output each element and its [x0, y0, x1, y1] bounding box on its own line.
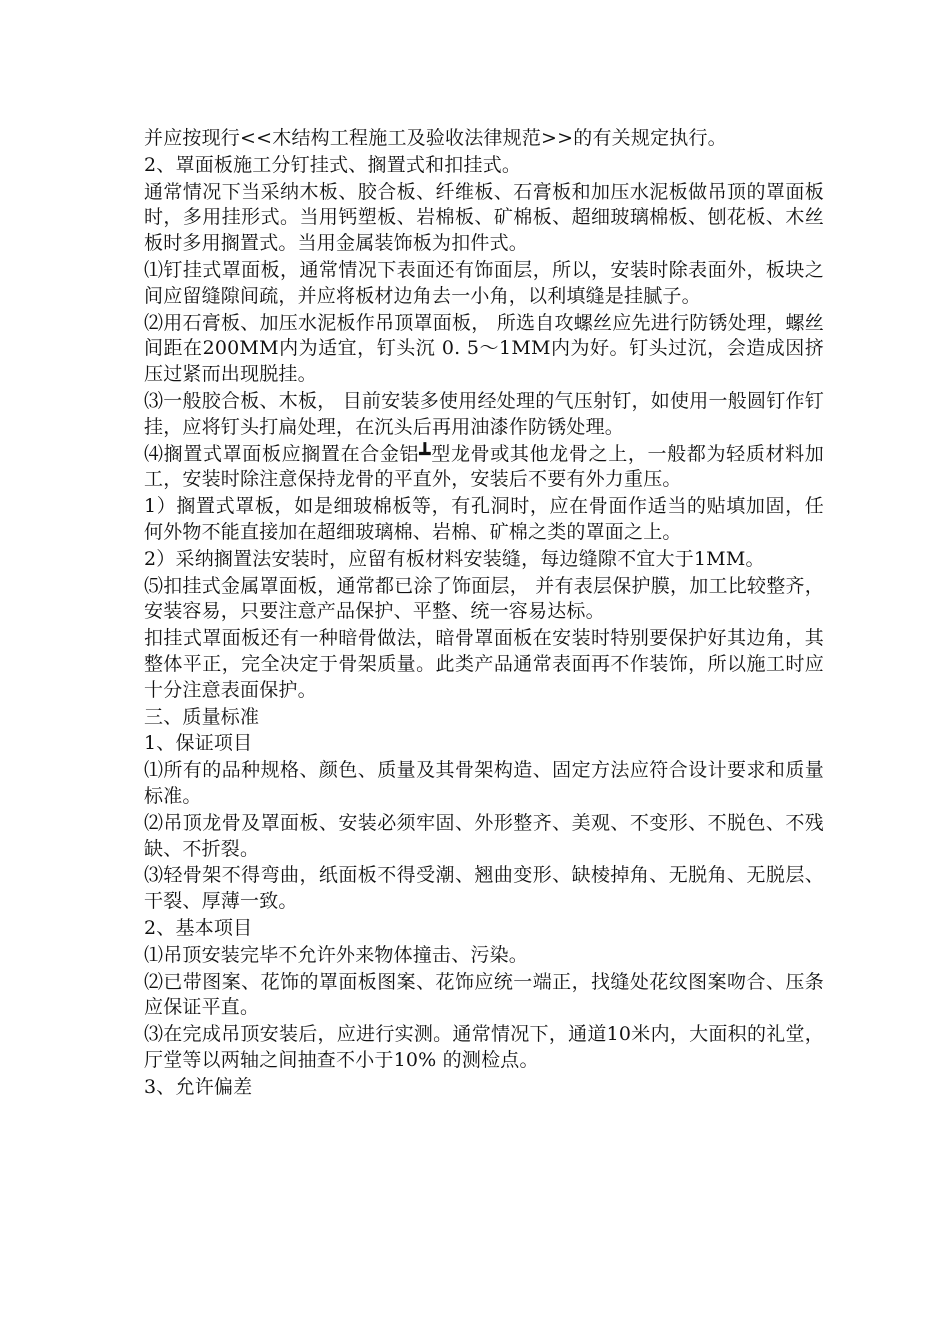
- paragraph-5: ⑵用石膏板、加压水泥板作吊顶罩面板， 所选自攻螺丝应先进行防锈处理，螺丝间距在200MM内为适宜，钉头沉 0. 5～1MM内为好。钉头过沉，会造成因挤压过紧而出现脱挂。: [144, 311, 824, 386]
- subheading-guarantee-items: 1、保证项目: [144, 732, 253, 755]
- paragraph-19: ⑵已带图案、花饰的罩面板图案、花饰应统一端正，找缝处花纹图案吻合、压条应保证平直。: [144, 970, 824, 1019]
- paragraph-6: ⑶一般胶合板、木板， 目前安装多使用经处理的气压射钉，如使用一般圆钉作钉挂，应将钉头打扁处理，在沉头后再用油漆作防锈处理。: [144, 389, 824, 438]
- paragraph-16: ⑶轻骨架不得弯曲，纸面板不得受潮、翘曲变形、缺棱掉角、无脱角、无脱层、干裂、厚薄一致。: [144, 864, 824, 913]
- subheading-basic-items: 2、基本项目: [144, 916, 253, 939]
- paragraph-11: 扣挂式罩面板还有一种暗骨做法，暗骨罩面板在安装时特别要保护好其边角，其整体平正，完全决定于骨架质量。此类产品通常表面再不作装饰，所以施工时应十分注意表面保护。: [144, 627, 824, 701]
- paragraph-1: 并应按现行<<木结构工程施工及验收法律规范>>的有关规定执行。: [144, 127, 727, 149]
- paragraph-7: ⑷搁置式罩面板应搁置在合金铝┻型龙骨或其他龙骨之上，一般都为轻质材料加工，安装时除注意保持龙骨的平直外，安装后不要有外力重压。: [144, 442, 824, 491]
- paragraph-20: ⑶在完成吊顶安装后，应进行实测。通常情况下，通道10米内，大面积的礼堂，厅堂等以两轴之间抽查不小于10% 的测检点。: [144, 1023, 824, 1071]
- subheading-allowed-deviation: 3、允许偏差: [144, 1075, 253, 1098]
- paragraph-15: ⑵吊顶龙骨及罩面板、安装必须牢固、外形整齐、美观、不变形、不脱色、不残缺、不折裂。: [144, 811, 824, 860]
- paragraph-4: ⑴钉挂式罩面板，通常情况下表面还有饰面层，所以，安装时除表面外，板块之间应留缝隙间疏，并应将板材边角去一小角，以利填缝是挂腻子。: [144, 258, 824, 307]
- paragraph-14: ⑴所有的品种规格、颜色、质量及其骨架构造、固定方法应符合设计要求和质量标准。: [144, 759, 824, 807]
- section-heading-quality-standard: 三、质量标准: [144, 705, 260, 728]
- paragraph-8: 1）搁置式罩板，如是细玻棉板等，有孔洞时，应在骨面作适当的贴填加固，任何外物不能直接加在超细玻璃棉、岩棉、矿棉之类的罩面之上。: [144, 495, 824, 543]
- paragraph-2: 2、罩面板施工分钉挂式、搁置式和扣挂式。: [144, 153, 522, 176]
- paragraph-9: 2）采纳搁置法安装时，应留有板材料安装缝，每边缝隙不宜大于1MM。: [144, 547, 765, 570]
- paragraph-10: ⑸扣挂式金属罩面板，通常都已涂了饰面层， 并有表层保护膜，加工比较整齐，安装容易，只要注意产品保护、平整、统一容易达标。: [144, 574, 824, 623]
- document-body: [144, 126, 824, 1101]
- paragraph-3: 通常情况下当采纳木板、胶合板、纤维板、石膏板和加压水泥板做吊顶的罩面板时，多用挂形式。当用钙塑板、岩棉板、矿棉板、超细玻璃棉板、刨花板、木丝板时多用搁置式。当用金属装饰板为扣件式。: [144, 180, 824, 255]
- paragraph-18: ⑴吊顶安装完毕不允许外来物体撞击、污染。: [144, 943, 529, 966]
